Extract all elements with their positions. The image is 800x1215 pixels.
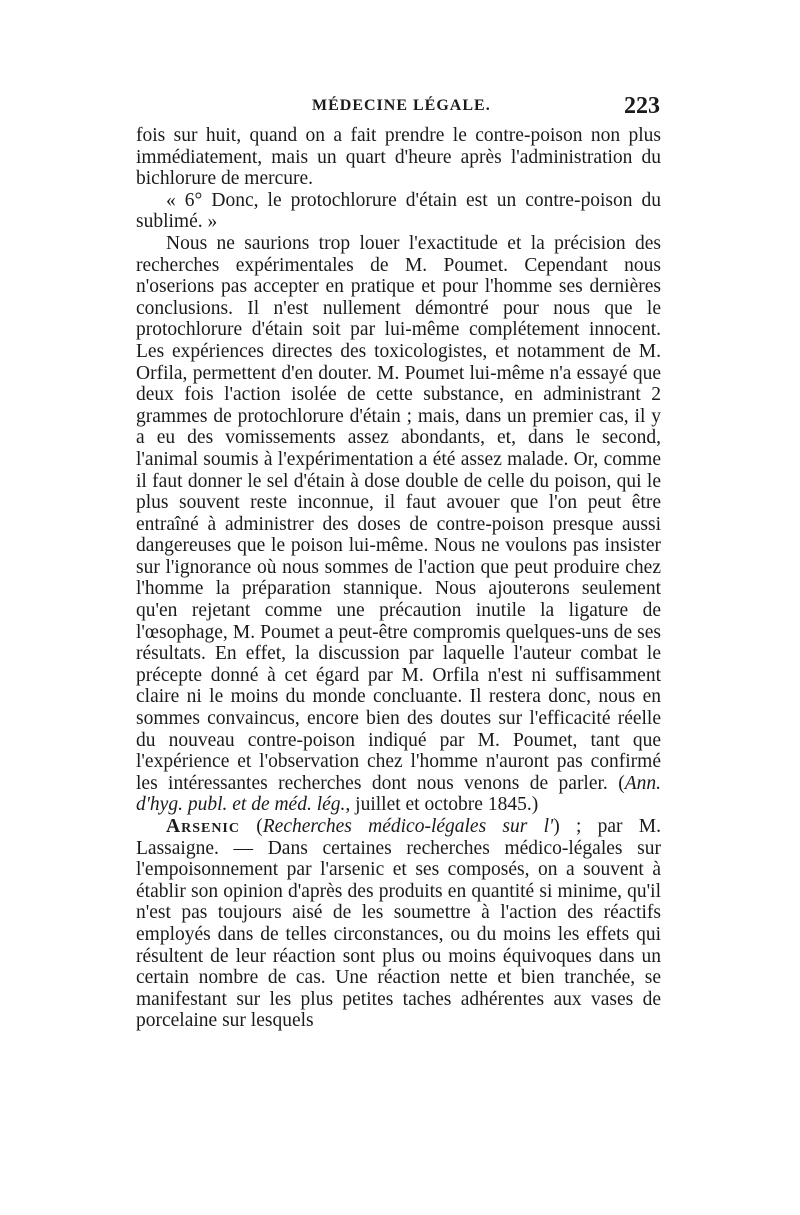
- paragraph-arsenic: [136, 816, 661, 1032]
- page-header: [136, 93, 660, 123]
- article-title: Recherches médico-légales sur l': [262, 816, 554, 837]
- paragraph-text: fois sur huit, quand on a fait prendre le contre-poison non plus immédiatement, mais un quart d'heure après l'administration du bichlorure de mercure.: [136, 125, 661, 190]
- page-body: [136, 125, 661, 1032]
- paragraph-commentary: [136, 233, 661, 816]
- paragraph-text: « 6° Donc, le protochlorure d'étain est un contre-poison du sublimé. »: [136, 189, 661, 233]
- section-heading-arsenic: Arsenic: [166, 816, 240, 837]
- article-author: ) ; par M. Lassaigne.: [136, 816, 661, 859]
- heading-paren-open: (: [240, 816, 263, 837]
- citation-open: (: [607, 772, 625, 794]
- citation-journal: Ann. d'hyg. publ. et de méd. lég.: [136, 772, 661, 816]
- running-title: MÉDECINE LÉGALE.: [312, 97, 491, 114]
- paragraph-text: — Dans certaines recherches médico-légales sur l'empoisonnement par l'arsenic et ses composés, on a souvent à établir son opinion d'après des produits en quantité si minime, qu'il n'est pas toujours aisé de les soumettre à l'action des réactifs employés dans de telles circonstances, ou du moins les effets qui résultent de leur réaction sont plus ou moins équivoques dans un certain nombre de cas. Une réaction nette et bien tranchée, se manifestant sur les plus petites taches adhérentes aux vases de porcelaine sur lesquels: [136, 837, 661, 1032]
- paragraph-continuation: [136, 125, 661, 190]
- citation-date: , juillet et octobre 1845.): [345, 794, 539, 816]
- paragraph-text: Nous ne saurions trop louer l'exactitude et la précision des recherches expérimentales de M. Poumet. Cependant nous n'oserions pas accepter en pratique et pour l'homme ses dernières conclusions. Il n'est nullement démontré pour nous que le protochlorure d'étain soit par lui-même complétement innocent. Les expériences directes des toxicologistes, et notamment de M. Orfila, permettent d'en douter. M. Poumet lui-même n'a essayé que deux fois l'action isolée de cette substance, en administrant 2 grammes de protochlorure d'étain ; mais, dans un premier cas, il y a eu des vomissements assez abondants, et, dans le second, l'animal soumis à l'expérimentation a été assez malade. Or, comme il faut donner le sel d'étain à dose double de celle du poison, qui le plus souvent reste inconnue, il faut avouer que l'on peut être entraîné à administrer des doses de contre-poison presque aussi dangereuses que le poison lui-même. Nous ne voulons pas insister sur l'ignorance où nous sommes de l'action que peut produire chez l'homme la préparation stannique. Nous ajouterons seulement qu'en rejetant comme une précaution inutile la ligature de l'œsophage, M. Poumet a peut-être compromis quelques-uns de ses résultats. En effet, la discussion par laquelle l'auteur combat le précepte donné à cet égard par M. Orfila n'est ni suffisamment claire ni le moins du monde concluante. Il restera donc, nous en sommes convaincus, encore bien des doutes sur l'efficacité réelle du nouveau contre-poison indiqué par M. Poumet, tant que l'expérience et l'observation chez l'homme n'auront pas confirmé les intéressantes recherches dont nous venons de parler.: [136, 232, 661, 794]
- paragraph-conclusion-quote: [136, 190, 661, 233]
- page-number: 223: [624, 93, 660, 119]
